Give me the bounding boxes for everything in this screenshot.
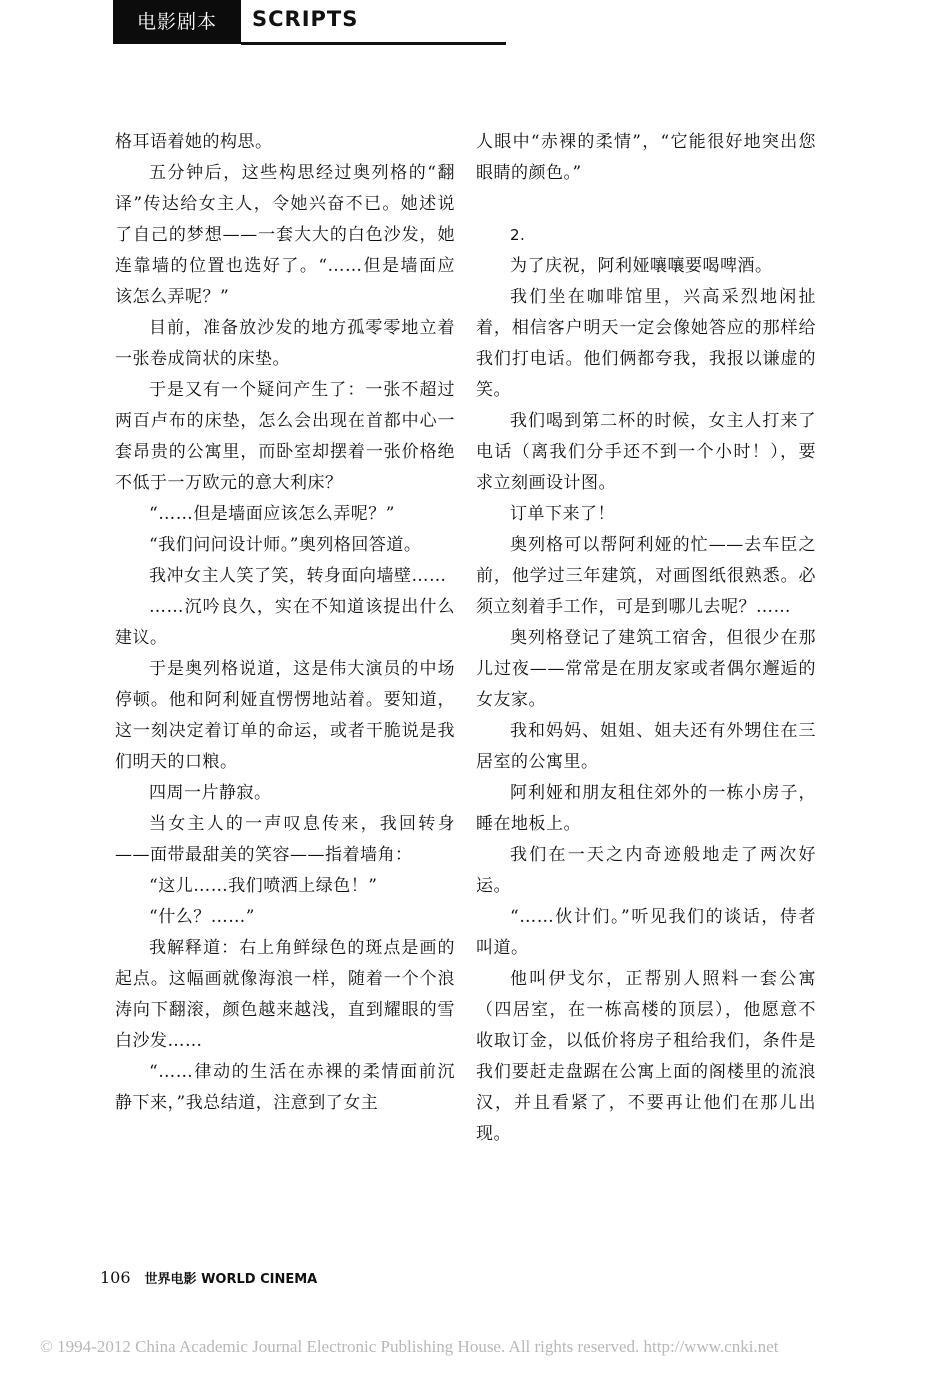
left-column [115, 127, 455, 1119]
paragraph: 我解释道：右上角鲜绿色的斑点是画的起点。这幅画就像海浪一样，随着一个个浪涛向下翻滚，颜色越来越浅，直到耀眼的雪白沙发…… [115, 938, 455, 1051]
journal-name: 世界电影 WORLD CINEMA [144, 1272, 318, 1287]
paragraph: “我们问问设计师。”奥列格回答道。 [149, 535, 422, 555]
paragraph: 我冲女主人笑了笑，转身面向墙壁…… [149, 566, 447, 586]
paragraph: 于是奥列格说道，这是伟大演员的中场停顿。他和阿利娅直愣愣地站着。要知道，这一刻决定着订单的命运，或者干脆说是我们明天的口粮。 [115, 659, 455, 772]
paragraph: 我们坐在咖啡馆里，兴高采烈地闲扯着，相信客户明天一定会像她答应的那样给我们打电话。他们俩都夸我，我报以谦虚的笑。 [476, 287, 816, 400]
section-number: 2. [510, 226, 526, 244]
paragraph: 我们在一天之内奇迹般地走了两次好运。 [476, 845, 816, 896]
copyright-notice: © 1994-2012 China Academic Journal Electronic Publishing House. All rights reserved. http://www.cnki.net [40, 1337, 779, 1356]
paragraph: 奥列格可以帮阿利娅的忙——去车臣之前，他学过三年建筑，对画图纸很熟悉。必须立刻着手工作，可是到哪儿去呢？…… [476, 535, 816, 617]
paragraph: 当女主人的一声叹息传来，我回转身——面带最甜美的笑容——指着墙角： [115, 814, 455, 865]
paragraph: 他叫伊戈尔，正帮别人照料一套公寓（四居室，在一栋高楼的顶层），他愿意不收取订金，以低价将房子租给我们，条件是我们要赶走盘踞在公寓上面的阁楼里的流浪汉，并且看紧了，不要再让他们在那儿出现。 [476, 969, 816, 1144]
paragraph: 我们喝到第二杯的时候，女主人打来了电话（离我们分手还不到一个小时！），要求立刻画设计图。 [476, 411, 816, 493]
paragraph: “……但是墙面应该怎么弄呢？” [149, 504, 395, 524]
page-number: 106 [100, 1268, 131, 1287]
paragraph: “什么？……” [149, 907, 255, 927]
paragraph: 五分钟后，这些构思经过奥列格的“翻译”传达给女主人，令她兴奋不已。她述说了自己的梦想——一套大大的白色沙发，她连靠墙的位置也选好了。“……但是墙面应该怎么弄呢？” [115, 163, 455, 307]
section-label: 电影剧本 [113, 0, 241, 44]
paragraph: 格耳语着她的构思。 [115, 132, 273, 152]
paragraph: 订单下来了！ [510, 504, 615, 524]
page-footer [100, 1268, 317, 1287]
paragraph: 目前，准备放沙发的地方孤零零地立着一张卷成筒状的床垫。 [115, 318, 455, 369]
paragraph: ……沉吟良久，实在不知道该提出什么建议。 [115, 597, 455, 648]
paragraph: 人眼中“赤裸的柔情”，“它能很好地突出您眼睛的颜色。” [476, 132, 816, 183]
right-column [476, 127, 816, 1150]
section-title: SCRIPTS [252, 7, 359, 31]
paragraph: 我和妈妈、姐姐、姐夫还有外甥住在三居室的公寓里。 [476, 721, 816, 772]
paragraph: “……伙计们。”听见我们的谈话，侍者叫道。 [476, 907, 816, 958]
paragraph: 奥列格登记了建筑工宿舍，但很少在那儿过夜——常常是在朋友家或者偶尔邂逅的女友家。 [476, 628, 816, 710]
paragraph: 四周一片静寂。 [149, 783, 272, 803]
paragraph: “这儿……我们喷洒上绿色！” [149, 876, 378, 896]
paragraph: “……律动的生活在赤裸的柔情面前沉静下来，”我总结道，注意到了女主 [115, 1062, 455, 1113]
paragraph: 于是又有一个疑问产生了：一张不超过两百卢布的床垫，怎么会出现在首都中心一套昂贵的公寓里，而卧室却摆着一张价格绝不低于一万欧元的意大利床？ [115, 380, 455, 493]
paragraph: 为了庆祝，阿利娅嚷嚷要喝啤酒。 [510, 256, 773, 276]
header-rule [241, 42, 506, 45]
paragraph: 阿利娅和朋友租住郊外的一栋小房子，睡在地板上。 [476, 783, 816, 834]
